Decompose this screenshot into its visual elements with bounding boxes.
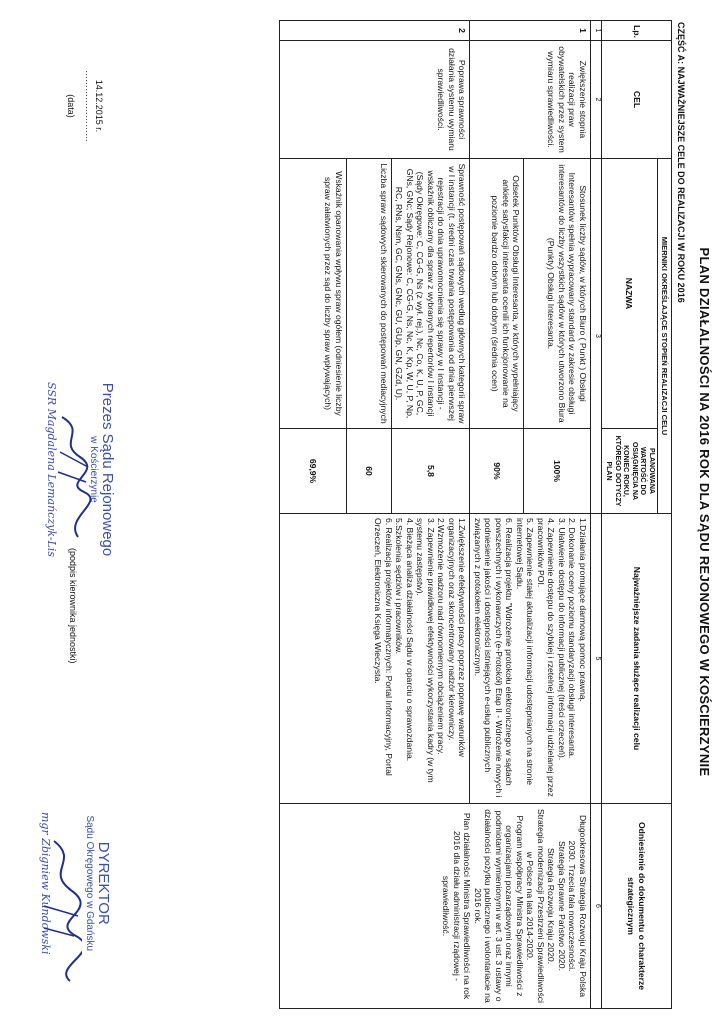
measure-value: 69,9%: [279, 429, 346, 514]
director-signature: [40, 836, 82, 986]
goal-1-row-a: [524, 21, 590, 1009]
header-mierniki: MIERNIKI OKREŚLAJĄCE STOPIEŃ REALIZACJI CELU: [657, 159, 671, 514]
task-item: 1.Działania promujące darmową pomoc prawną.: [577, 518, 588, 702]
task-item: 6. Realizacja projektów informatycznych: Portal Informacyjny, Portal Orzeczeń, Elektroniczna Księga Wieczysta.: [373, 518, 394, 776]
col-number: 6: [590, 804, 601, 1009]
document-reference: Strategia modernizacji Przestrzeni Sprawiedliwości w Polsce na lata 2014-2020.: [525, 809, 546, 1003]
task-item: 4. Bieżąca analiza działalności Sądu w oparciu o sprawozdania.: [404, 518, 415, 762]
header-odniesienie: Odniesienie do dokumentu o charakterze strategicznym: [601, 804, 671, 1009]
measure-name: Sprawność postępowań sądowych według głównych kategorii spraw w I instancji (t. średni czas trwania postępowania od dnia pierwszej rejestracji do dnia uprawomocnienia się sprawy w I instancji - wskaźnik obliczany dla spraw z wybranych repertoriów I instancji (Sądy Okręgowe: C, CG-G, Ns (z wył. rej.), Nc, Co, K, U, P, GC, GNs, GNc; Sądy Rejonowe: C, CG-G, Ns, Nc, K, Kp, W, U, P, Np, RC, RNs, Nsm, GC, GNs, GNc, GU, GUp, GN, GZd, U).: [391, 159, 469, 429]
header-nazwa: NAZWA: [601, 159, 657, 429]
header-row-1: [657, 21, 671, 1009]
goals-table: [279, 20, 672, 1009]
director-stamp-title: DYREKTOR: [95, 841, 112, 925]
task-item: 1.Zwiększenie efektywności pracy poprzez poprawę warunków organizacyjnych oraz skoncentrowany nadzór kierowniczy.: [446, 518, 468, 757]
goal-cel: Zwiększenie stopnia realizacji praw obywatelskich przez system wymiaru sprawiedliwości.: [470, 41, 590, 159]
president-stamp-title: Prezes Sądu Rejonowego: [99, 382, 116, 557]
col-number: 5: [590, 514, 601, 804]
signature-label: (podpis kierownika jednostki): [68, 548, 78, 664]
measure-name: Liczba spraw sądowych skierowanych do postępowań mediacyjnych: [346, 159, 391, 429]
goal-lp: 2: [279, 21, 469, 41]
measure-name: Wskaźnik opanowania wpływu spraw ogółem (odniesienie liczby spraw załatwionych przez sąd do liczby spraw wpływających): [279, 159, 346, 429]
header-zadania: Najważniejsze zadania służące realizacji celu: [601, 514, 671, 804]
director-stamp-name: mgr Zbigniew Kundowski: [39, 812, 52, 955]
task-item: 5.Szkolenia sędziów i pracowników.: [394, 518, 405, 655]
task-item: 3. Ułatwienie dostępu do informacji publicznej (treści orzeczeń).: [556, 518, 567, 761]
footer-date-block: [66, 70, 104, 142]
goal-tasks: [279, 514, 469, 804]
task-item: 3. Zapewnienie prawidłowej efektywności wykorzystania kadry (w tym systemu zastępstw).: [415, 518, 436, 783]
task-item: 2. Dokonanie oceny poziomu standaryzacji obsługi interesanta.: [567, 518, 578, 759]
header-cel: CEL: [601, 41, 671, 159]
footer-date-label: (data): [66, 94, 76, 118]
measure-name: Stosunek liczby sądów, w których Biuro ( Punkt ) Obsługi Interesantów spełnia wypracowany standard w zakresie obsługi interesantów do liczby wszystkich sądów w których utworzono Biura (Punkty) Obsługi Interesanta.: [524, 159, 590, 429]
president-signature: [52, 412, 92, 542]
president-stamp-name: SSR Magdalena Lemańczyk-Lis: [45, 382, 58, 558]
footer-date: 14.12.2015 r.: [94, 79, 104, 133]
column-number-row: [590, 21, 601, 1009]
part-a-title: CZĘŚĆ A: NAJWAŻNIEJSZE CELE DO REALIZACJI W ROKU 2016: [676, 22, 686, 303]
document-reference: Program współpracy Ministra Sprawiedliwości z organizacjami pozarządowymi oraz innymi podmiotami wymienionymi w art. 3 ust. 3 ustawy o działalności pożytku publicznego i wolontariacie na 2016 rok.: [472, 809, 525, 1003]
goal-tasks: [470, 514, 590, 804]
document-reference: Długookresowa Strategia Rozwoju Kraju Polska 2030. Trzecia fala nowoczesności.: [567, 815, 588, 997]
goal-lp: 1: [470, 21, 590, 41]
document-reference: Strategia Rozwoju Kraju 2020.: [546, 847, 557, 965]
task-item: 5. Zapewnienie stałej aktualizacji informacji udostępnianych na stronie internetowej Sądu.: [514, 518, 536, 786]
document-reference: Strategia Sprawne Państwo 2020.: [556, 841, 567, 971]
task-item: 2.Wzmożenie nadzoru nad równomiernym obciążeniem pracy.: [436, 518, 447, 755]
col-number: 3: [590, 159, 601, 514]
task-item: 6. Realizacja projektu "Wdrożenie protokołu elektronicznego w sądach powszechnych i wykonawczych (e-Protokół) Etap II - Wdrożenie nowych i podniesienie jakości i dostępności istniejących e-usług publicznych związanych z protokołem elektronicznym.: [472, 518, 515, 798]
measure-value: 90%: [470, 429, 524, 514]
col-number: 2: [590, 41, 601, 159]
task-item: 4. Zapewnienie dostępu do szybkiej i rzetelnej informacji udzielanej przez pracowników POI.: [535, 518, 557, 797]
strategic-documents: [279, 804, 590, 1009]
measure-name: Odsetek Punktów Obsługi Interesanta, w których wypełniający ankietę satysfakcji interesanta ocenili ich funkcjonowanie na poziomie bardzo dobrym lub dobrym (średnia ocen): [470, 159, 524, 429]
director-stamp-court: Sądu Okręgowego w Gdańsku: [84, 815, 95, 952]
footer-date-dots: ……………………: [84, 70, 94, 142]
header-planowana: PLANOWANA WARTOŚĆ DO OSIĄGNIĘCIA NA KONIEC ROKU, KTÓREGO DOTYCZY PLAN: [601, 429, 657, 514]
measure-value: 60: [346, 429, 391, 514]
president-stamp-city: w Kościerzynie: [88, 436, 99, 503]
goal-cel: Poprawa sprawności działania systemu wymiaru sprawiedliwości.: [279, 41, 469, 159]
col-number: 1: [590, 21, 601, 41]
measure-value: 100%: [524, 429, 590, 514]
header-lp: Lp.: [601, 21, 671, 41]
document-title: PLAN DZIAŁALNOŚCI NA 2016 ROK DLA SĄDU REJONOWEGO W KOŚCIERZYNIE: [697, 247, 712, 777]
document-reference: Plan działalności Ministra Sprawiedliwości na rok 2016 dla działu administracji rządowej - sprawiedliwość.: [441, 812, 473, 1000]
measure-value: 5,8: [391, 429, 469, 514]
